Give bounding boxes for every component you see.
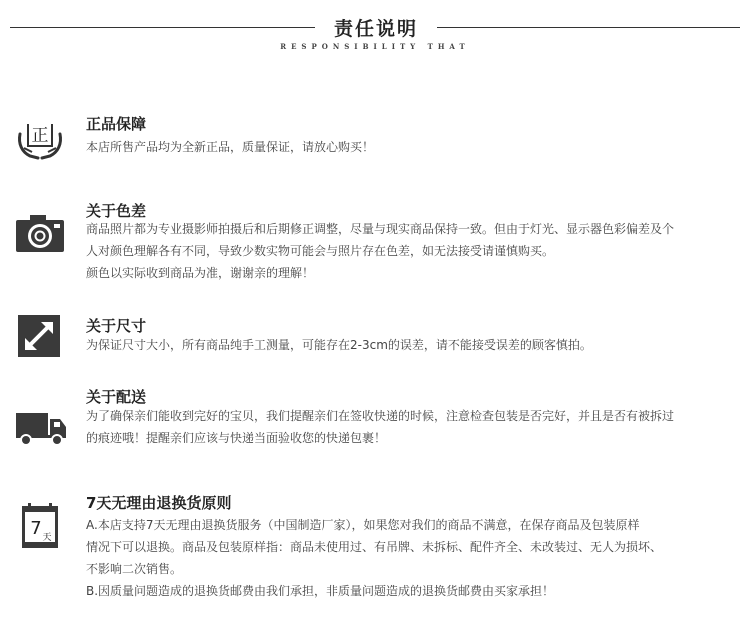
text-line: A.本店支持7天无理由退换货服务（中国制造厂家），如果您对我们的商品不满意，在保存商品及包装原样 bbox=[86, 518, 640, 532]
section-text bbox=[86, 405, 736, 449]
text-line: 的痕迹哦！提醒亲们应该与快递当面验收您的快递包裹！ bbox=[86, 431, 387, 445]
section-text bbox=[86, 514, 736, 602]
section-text bbox=[86, 136, 736, 158]
calendar-icon-unit: 天 bbox=[42, 533, 52, 543]
genuine-icon-char: 正 bbox=[31, 126, 49, 146]
resize-arrow-icon bbox=[14, 311, 66, 363]
text-line: B.因质量问题造成的退换货邮费由我们承担，非质量问题造成的退换货邮费由买家承担！ bbox=[86, 584, 555, 598]
truck-icon bbox=[14, 403, 70, 455]
section-text bbox=[86, 218, 736, 284]
section-title: 7天无理由退换货原则 bbox=[86, 494, 232, 512]
page-subtitle: RESPONSIBILITY THAT bbox=[280, 42, 470, 51]
camera-icon bbox=[14, 210, 66, 262]
page-title: 责任说明 bbox=[333, 18, 418, 40]
text-line: 本店所售产品均为全新正品，质量保证，请放心购买！ bbox=[86, 140, 375, 154]
text-line: 商品照片都为专业摄影师拍摄后和后期修正调整，尽量与现实商品保持一致。但由于灯光、显示器色彩偏差及个 bbox=[86, 222, 675, 236]
seven-day-calendar-icon bbox=[14, 500, 66, 552]
text-line: 人对颜色理解各有不同，导致少数实物可能会与照片存在色差，如无法接受请谨慎购买。 bbox=[86, 244, 555, 258]
section-title: 关于尺寸 bbox=[86, 317, 147, 335]
text-line: 颜色以实际收到商品为准，谢谢亲的理解！ bbox=[86, 266, 315, 280]
calendar-icon-number: 7 bbox=[30, 518, 42, 539]
text-line: 为保证尺寸大小，所有商品纯手工测量，可能存在2-3cm的误差，请不能接受误差的顾客慎拍。 bbox=[86, 338, 592, 352]
section-text bbox=[86, 334, 736, 356]
section-header bbox=[0, 0, 750, 60]
section-title: 关于色差 bbox=[86, 202, 147, 220]
header-line-right bbox=[437, 27, 740, 28]
text-line: 不影响二次销售。 bbox=[86, 562, 183, 576]
section-title: 关于配送 bbox=[86, 388, 147, 406]
genuine-hands-icon bbox=[14, 114, 66, 166]
section-title: 正品保障 bbox=[86, 115, 147, 133]
text-line: 为了确保亲们能收到完好的宝贝，我们提醒亲们在签收快递的时候，注意检查包装是否完好，并且是否有被拆过 bbox=[86, 409, 675, 423]
text-line: 情况下可以退换。商品及包装原样指：商品未使用过、有吊牌、未拆标、配件齐全、未改装过、无人为损坏、 bbox=[86, 540, 663, 554]
header-line-left bbox=[10, 27, 315, 28]
